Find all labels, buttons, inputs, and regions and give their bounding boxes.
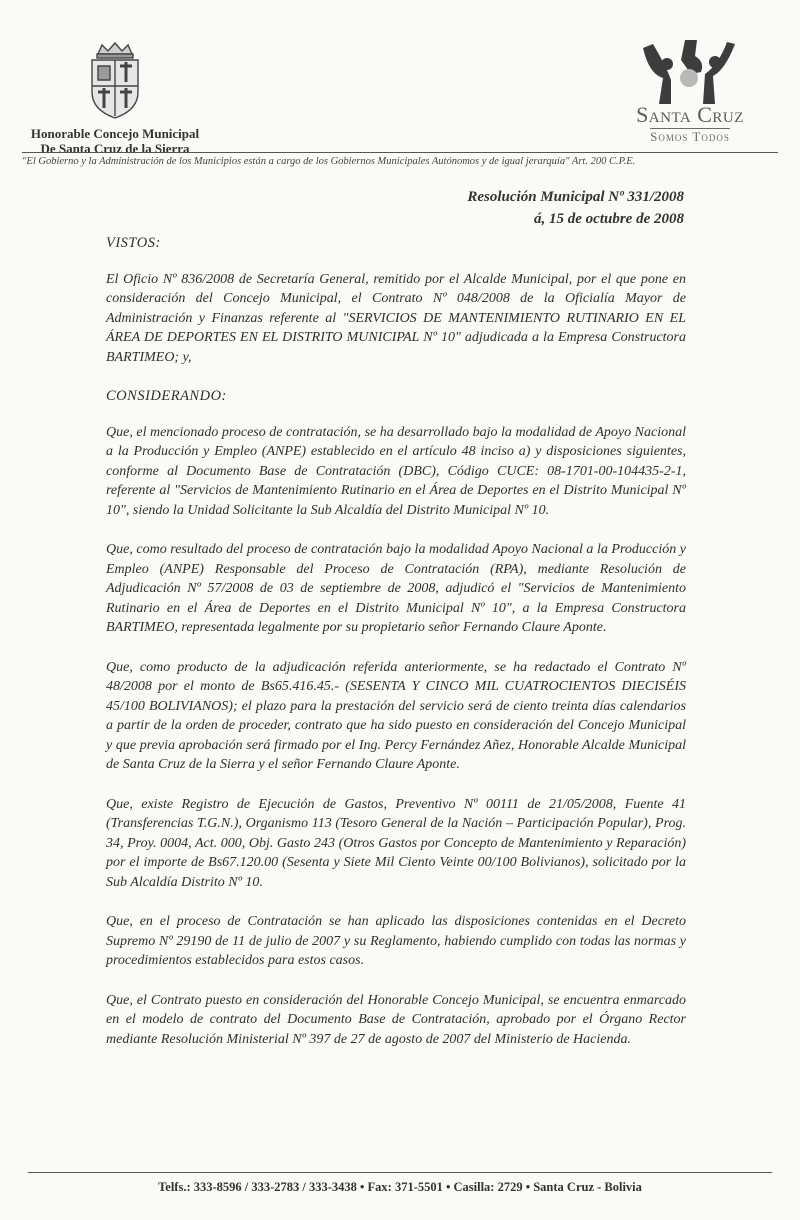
constitution-quote: "El Gobierno y la Administración de los Municipios están a cargo de los Gobiernos Municipales Autónomos y de igual jerarquía" Art. 200 C.P.E. [22, 156, 636, 167]
considerando-paragraph: Que, en el proceso de Contratación se han aplicado las disposiciones contenidas en el Decreto Supremo Nº 29190 de 11 de julio de 2007 y su Reglamento, habiendo cumplido con todas las normas y procedimientos establecidos para estos casos. [106, 914, 686, 968]
council-name-line2: De Santa Cruz de la Sierra [40, 141, 190, 156]
header-divider [22, 152, 778, 153]
document-body [106, 234, 686, 1069]
council-header [20, 40, 210, 156]
brand-name: Santa Cruz [636, 102, 744, 127]
footer-contact: Telfs.: 333-8596 / 333-2783 / 333-3438 • Fax: 371-5501 • Casilla: 2729 • Santa Cruz - Bolivia [158, 1180, 642, 1194]
considerando-paragraph: Que, existe Registro de Ejecución de Gastos, Preventivo Nº 00111 de 21/05/2008, Fuente 41 (Transferencias T.G.N.), Organismo 113 (Tesoro General de la Nación – Participación Popular), Prog. 34, Proy. 0004, Act. 000, Obj. Gasto 243 (Otros Gastos por Concepto de Mantenimiento y Reparación) por el importe de Bs67.120.00 (Sesenta y Siete Mil Ciento Veinte 00/100 Bolivianos), solicitado por la Sub Alcaldía Distrito Nº 10. [106, 796, 686, 890]
people-logo-icon [615, 34, 765, 106]
coat-of-arms-icon [84, 40, 146, 120]
vistos-paragraph: El Oficio Nº 836/2008 de Secretaría General, remitido por el Alcalde Municipal, por el que pone en consideración del Concejo Municipal, el Contrato Nº 048/2008 de la Oficialía Mayor de Administración y Finanzas referente al "SERVICIOS DE MANTENIMIENTO RUTINARIO EN EL ÁREA DE DEPORTES EN EL DISTRITO MUNICIPAL Nº 10" adjudicada a la Empresa Constructora BARTIMEO; y, [106, 271, 686, 365]
footer-divider [28, 1172, 772, 1173]
santa-cruz-logo [600, 34, 780, 146]
considerando-paragraph: Que, como producto de la adjudicación referida anteriormente, se ha redactado el Contrato Nº 48/2008 por el monto de Bs65.416.45.- (SESENTA Y CINCO MIL CUATROCIENTOS DIECISÉIS 45/100 BOLIVIANOS); el plazo para la prestación del servicio será de ciento treinta días calendarios a partir de la orden de proceder, contrato que ha sido puesto en consideración del Concejo Municipal y que previa aprobación será firmado por el Ing. Percy Fernández Añez, Honorable Alcalde Municipal de Santa Cruz de la Sierra y el señor Fernando Claure Aponte. [106, 659, 686, 772]
vistos-heading: VISTOS: [106, 235, 161, 251]
council-name-line1: Honorable Concejo Municipal [30, 126, 200, 141]
resolution-heading [467, 186, 684, 230]
resolution-number: Resolución Municipal Nº 331/2008 [467, 189, 684, 205]
considerando-paragraph: Que, el mencionado proceso de contratación, se ha desarrollado bajo la modalidad de Apoyo Nacional a la Producción y Empleo (ANPE) establecido en el artículo 48 inciso a) y disposiciones siguientes, conforme al Documento Base de Contratación (DBC), Código CUCE: 08-1701-00-104435-2-1, referente al "Servicios de Mantenimiento Rutinario en el Área de Deportes en el Distrito Municipal Nº 10", siendo la Unidad Solicitante la Sub Alcaldía del Distrito Municipal Nº 10. [106, 424, 686, 518]
considerando-heading: CONSIDERANDO: [106, 388, 227, 404]
considerando-paragraph: Que, el Contrato puesto en consideración del Honorable Concejo Municipal, se encuentra enmarcado en el modelo de contrato del Documento Base de Contratación, aprobado por el Órgano Rector mediante Resolución Ministerial Nº 397 de 27 de agosto de 2007 del Ministerio de Hacienda. [106, 992, 686, 1047]
brand-slogan: Somos Todos [650, 129, 730, 144]
considerando-paragraph: Que, como resultado del proceso de contratación bajo la modalidad Apoyo Nacional a la Producción y Empleo (ANPE) Responsable del Proceso de Contratación (RPA), mediante Resolución de Adjudicación Nº 57/2008 de 03 de septiembre de 2008, adjudicó el "Servicios de Mantenimiento Rutinario en el Área de Deportes en el Distrito Municipal Nº 10", a la Empresa Constructora BARTIMEO, representada legalmente por su propietario señor Fernando Claure Aponte. [106, 542, 686, 635]
resolution-date: á, 15 de octubre de 2008 [534, 211, 684, 227]
